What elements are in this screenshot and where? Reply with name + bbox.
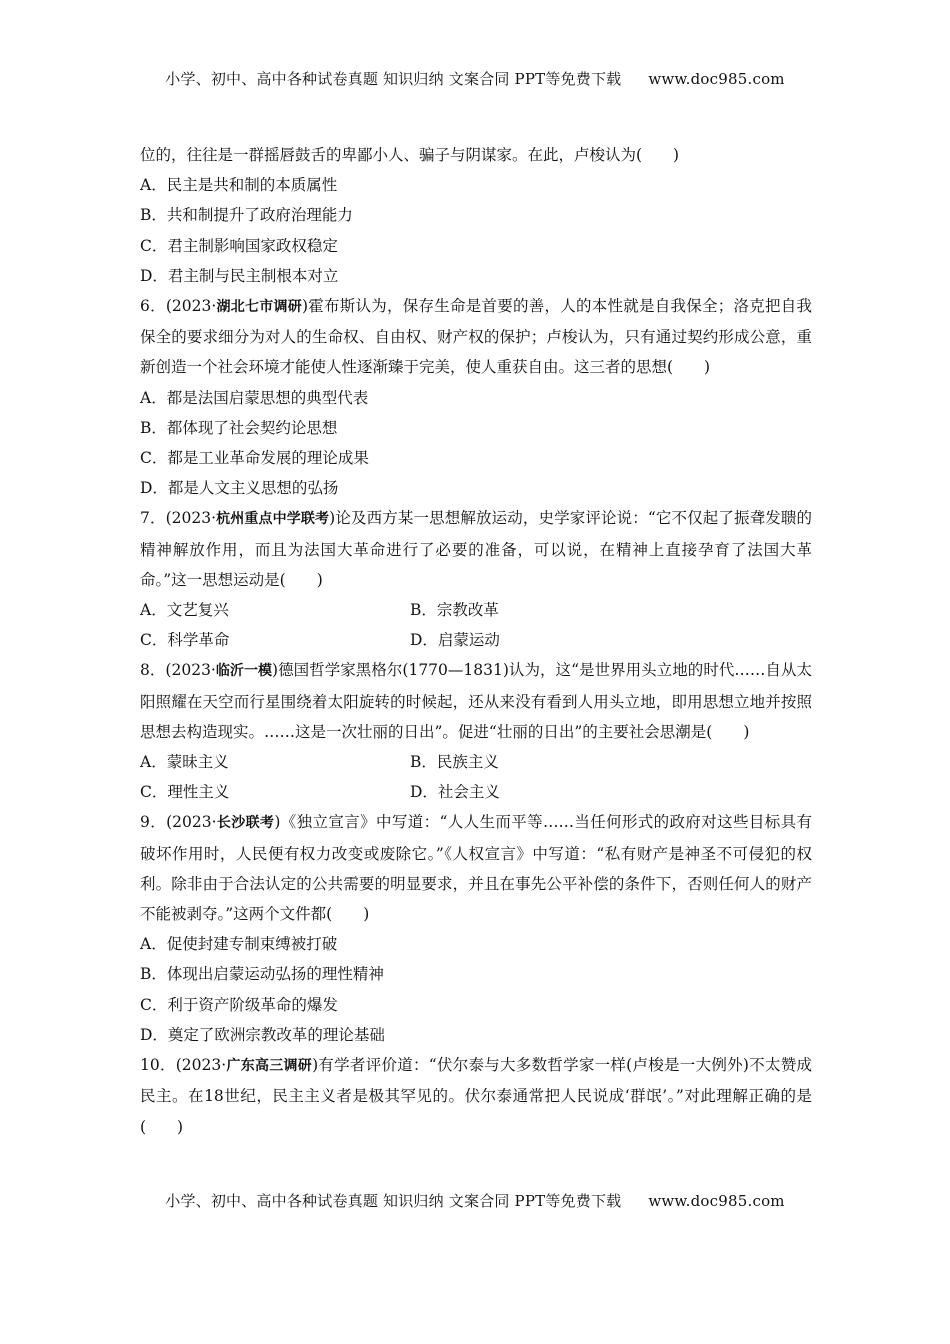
question-9-option-d: D．奠定了欧洲宗教改革的理论基础 — [140, 1025, 385, 1044]
question-5-option-a: A．民主是共和制的本质属性 — [140, 176, 338, 195]
question-9 — [140, 807, 812, 1050]
question-6-option-d: D．都是人文主义思想的弘扬 — [140, 479, 339, 498]
banner-text: 小学、初中、高中各种试卷真题 知识归纳 文案合同 PPT等免费下载 — [165, 70, 622, 88]
question-6-text: )霍布斯认为，保存生命是首要的善，人的本性就是自我保全；洛克把自我保全的要求细分为对人的生命权、自由权、财产权的保护；卢梭认为，只有通过契约形成公意，重新创造一个社会环境才能使人性逐渐臻于完美，使人重获自由。这三者的思想( ) — [140, 297, 812, 377]
banner-url[interactable]: www.doc985.com — [648, 1192, 785, 1210]
question-6-source: 湖北七市调研 — [216, 299, 303, 316]
question-5-option-b: B．共和制提升了政府治理能力 — [140, 206, 353, 225]
question-8-options-row-1 — [140, 747, 812, 777]
question-10-stem — [140, 1050, 812, 1142]
question-6 — [140, 291, 812, 503]
question-7 — [140, 503, 812, 655]
question-5-option-c: C．君主制影响国家政权稳定 — [140, 236, 338, 255]
question-7-stem — [140, 503, 812, 595]
question-6-option-c: C．都是工业革命发展的理论成果 — [140, 449, 369, 468]
question-5-option-d: D．君主制与民主制根本对立 — [140, 266, 339, 285]
question-8-number: 8．(2023· — [140, 661, 216, 680]
question-9-text: )《独立宣言》中写道：“人人生而平等……当任何形式的政府对这些目标具有破坏作用时，人民便有权力改变或废除它。”《人权宣言》中写道：“私有财产是神圣不可侵犯的权利。除非由于合法认定的公共需要的明显要求，并且在事先公平补偿的条件下，否则任何人的财产不能被剥夺。”这两个文件都( ) — [140, 813, 812, 924]
question-5 — [140, 140, 812, 291]
question-8-source: 临沂一模 — [215, 663, 273, 680]
question-5-stem: 位的，往往是一群摇唇鼓舌的卑鄙小人、骗子与阴谋家。在此，卢梭认为( ) — [140, 146, 680, 164]
question-10-number: 10．(2023· — [140, 1056, 227, 1075]
question-10 — [140, 1050, 812, 1142]
question-7-option-a: A．文艺复兴 — [140, 601, 229, 620]
question-7-option-d: D．启蒙运动 — [410, 631, 500, 650]
question-9-source: 长沙联考 — [216, 815, 275, 832]
question-8-text: )德国哲学家黑格尔(1770—1831)认为，这“是世界用头立地的时代……自从太阳照耀在天空而行星围绕着太阳旋转的时候起，还从来没有看到人用头立地，即用思想立地并按照思想去构造现实。……这是一次壮丽的日出”。促进“壮丽的日出”的主要社会思潮是( ) — [140, 661, 812, 741]
question-8-option-c: C．理性主义 — [140, 783, 230, 802]
question-7-number: 7．(2023· — [140, 509, 217, 528]
question-7-text: )论及西方某一思想解放运动，史学家评论说：“它不仅起了振聋发聩的精神解放作用，而且为法国大革命进行了必要的准备，可以说，在精神上直接孕育了法国大革命。”这一思想运动是( ) — [140, 509, 812, 589]
question-7-source: 杭州重点中学联考 — [216, 511, 330, 528]
question-10-text: )有学者评价道：“伏尔泰与大多数哲学家一样(卢梭是一大例外)不太赞成民主。在18世纪，民主主义者是极其罕见的。伏尔泰通常把人民说成‘群氓’。”对此理解正确的是( ) — [140, 1056, 812, 1136]
question-6-option-b: B．都体现了社会契约论思想 — [140, 418, 338, 437]
document-body — [140, 140, 812, 1142]
question-7-options-row-1 — [140, 595, 812, 625]
banner-url[interactable]: www.doc985.com — [648, 70, 785, 88]
question-9-option-a: A．促使封建专制束缚被打破 — [140, 935, 338, 954]
page-header-banner — [0, 68, 950, 89]
question-6-stem — [140, 291, 812, 383]
question-8 — [140, 655, 812, 807]
question-7-options-row-2 — [140, 625, 812, 655]
page-footer-banner — [0, 1190, 950, 1211]
question-8-stem — [140, 655, 812, 747]
question-6-option-a: A．都是法国启蒙思想的典型代表 — [140, 388, 369, 407]
question-9-number: 9．(2023· — [140, 813, 217, 832]
question-8-options-row-2 — [140, 777, 812, 807]
question-10-source: 广东高三调研 — [226, 1058, 313, 1075]
question-6-number: 6．(2023· — [140, 297, 217, 316]
question-9-option-c: C．利于资产阶级革命的爆发 — [140, 995, 338, 1014]
question-8-option-d: D．社会主义 — [410, 783, 500, 802]
question-8-option-a: A．蒙昧主义 — [140, 753, 229, 772]
banner-text: 小学、初中、高中各种试卷真题 知识归纳 文案合同 PPT等免费下载 — [165, 1192, 622, 1210]
question-7-option-c: C．科学革命 — [140, 631, 230, 650]
question-9-stem — [140, 807, 812, 929]
question-8-option-b: B．民族主义 — [410, 753, 499, 772]
question-9-option-b: B．体现出启蒙运动弘扬的理性精神 — [140, 965, 384, 984]
question-7-option-b: B．宗教改革 — [410, 601, 499, 620]
